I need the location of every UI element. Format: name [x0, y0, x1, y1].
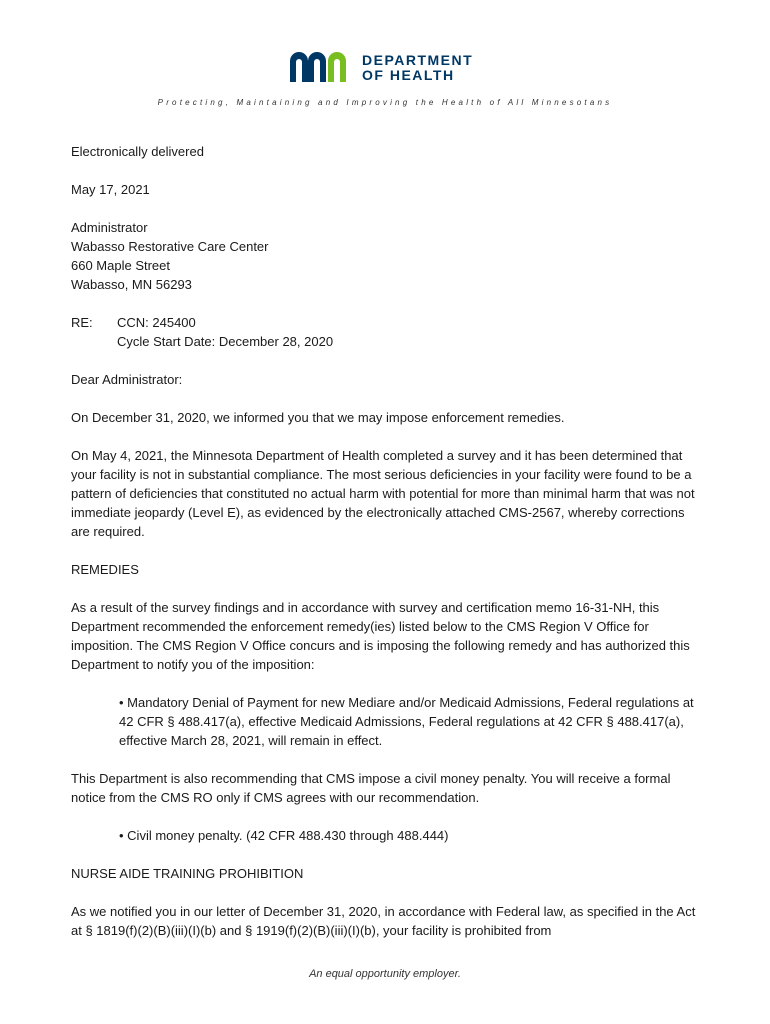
- recipient-address: [71, 218, 701, 294]
- paragraph-4: This Department is also recommending that CMS impose a civil money penalty. You will receive a formal notice from the CMS RO only if CMS agrees with our recommendation.: [71, 771, 671, 805]
- cycle-start-line: Cycle Start Date: December 28, 2020: [117, 334, 334, 349]
- logo-line-1: DEPARTMENT: [362, 52, 474, 68]
- mn-logo-icon: [290, 52, 354, 82]
- address-line: 660 Maple Street: [71, 258, 171, 273]
- paragraph-5: As we notified you in our letter of December 31, 2020, in accordance with Federal law, as specified in the Act at § 1819(f)(2)(B)(iii)(I)(b) and § 1919(f)(2)(B)(iii)(I)(b), your facility is prohibited from: [71, 904, 696, 938]
- ccn-line: CCN: 245400: [117, 315, 196, 330]
- re-label: RE:: [71, 315, 93, 330]
- paragraph-2: On May 4, 2021, the Minnesota Department of Health completed a survey and it has been determined that your facility is not in substantial compliance. The most serious deficiencies in your facility were found to be a pattern of deficiencies that constituted no actual harm with potential for more than minimal harm that was not immediate jeopardy (Level E), as evidenced by the electronically attached CMS-2567, whereby corrections are required.: [71, 448, 695, 539]
- address-line: Wabasso, MN 56293: [71, 277, 192, 292]
- re-block: [71, 313, 701, 351]
- nurse-aide-heading: NURSE AIDE TRAINING PROHIBITION: [71, 866, 304, 881]
- address-line: Wabasso Restorative Care Center: [71, 239, 269, 254]
- remedies-heading: REMEDIES: [71, 562, 139, 577]
- re-details: [117, 313, 333, 351]
- logo-text: [362, 53, 473, 83]
- delivery-note: Electronically delivered: [71, 144, 204, 159]
- salutation: Dear Administrator:: [71, 372, 183, 387]
- paragraph-3: As a result of the survey findings and in accordance with survey and certification memo 16-31-NH, this Department recommended the enforcement remedy(ies) listed below to the CMS Region V Office for imposition. The CMS Region V Office concurs and is imposing the following remedy and has authorized this Department to notify you of the imposition:: [71, 600, 690, 672]
- letter-date: May 17, 2021: [71, 182, 150, 197]
- address-line: Administrator: [71, 220, 148, 235]
- paragraph-1: On December 31, 2020, we informed you that we may impose enforcement remedies.: [71, 410, 565, 425]
- mdh-logo: [290, 52, 490, 86]
- logo-line-2: OF HEALTH: [362, 67, 455, 83]
- remedy-bullet-1: • Mandatory Denial of Payment for new Mediare and/or Medicaid Admissions, Federal regulations at 42 CFR § 488.417(a), effective Medicaid Admissions, Federal regulations at 42 CFR § 488.417(a), effective March 28, 2021, will remain in effect.: [119, 695, 694, 748]
- footer-text: An equal opportunity employer.: [309, 968, 461, 980]
- letter-body: [71, 142, 701, 959]
- remedy-bullet-2: • Civil money penalty. (42 CFR 488.430 through 488.444): [119, 828, 449, 843]
- tagline: Protecting, Maintaining and Improving the Health of All Minnesotans: [157, 98, 613, 107]
